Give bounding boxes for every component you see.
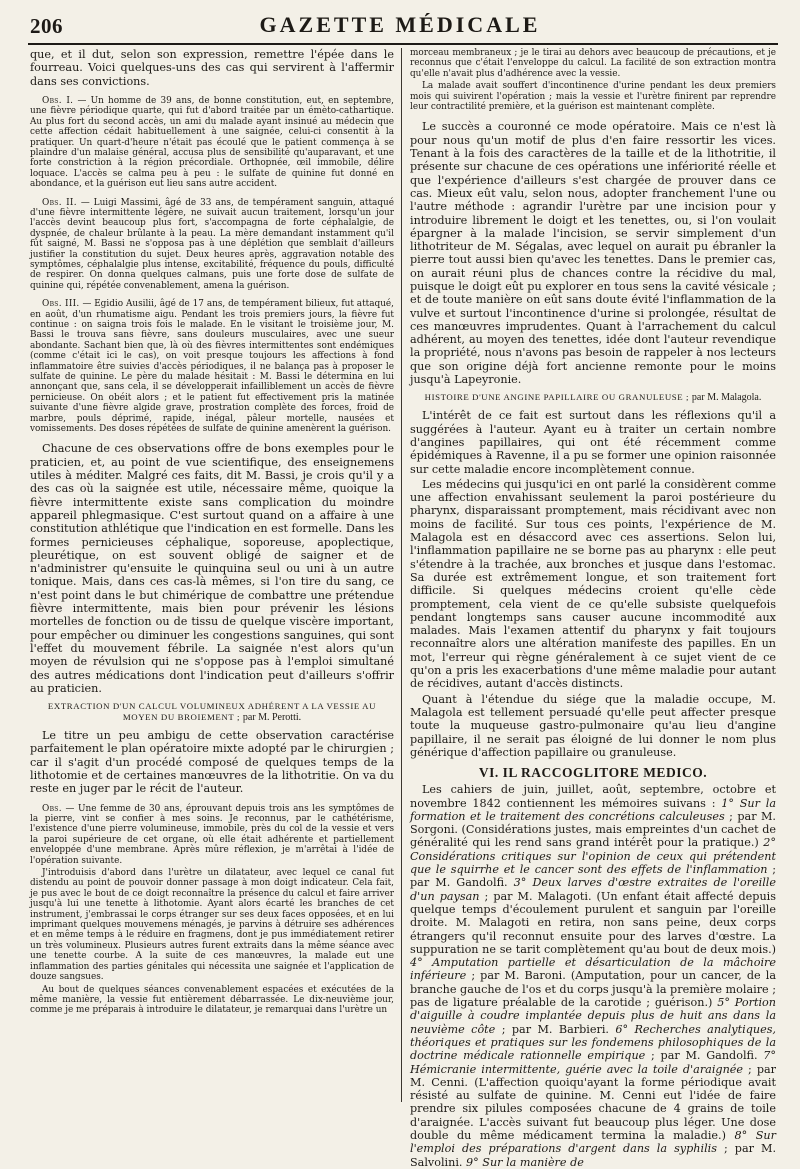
incontinence-paragraph: La malade avait souffert d'incontinence d'urine pendant les deux premiers mois qui suivirent l'opération ; mais la vessie et l'urètre finirent par reprendre leur contractilité première, et la guérison est maintenant complète. bbox=[410, 81, 776, 113]
seances-paragraph: Au bout de quelques séances convenablement espacées et exécutées de la même manière, la vessie fut entièrement débarrassée. Le dix-neuvième jour, comme je me préparais à introduire le dilatateur, je remarquai dans l'urètre un bbox=[30, 984, 394, 1016]
article-title-angine bbox=[410, 392, 776, 403]
observation-label: Obs. II. bbox=[42, 197, 77, 208]
text-run: ; par M. Barbieri. bbox=[495, 1022, 616, 1036]
text-run: Les cahiers de juin, juillet, août, septembre, octobre et novembre 1842 contiennent les mémoires suivans : bbox=[410, 783, 776, 810]
article-title-text: EXTRACTION D'UN CALCUL VOLUMINEUX ADHÉRENT A LA VESSIE AU MOYEN DU BROIEMENT ; bbox=[47, 701, 377, 723]
running-title: GAZETTE MÉDICALE bbox=[259, 12, 541, 37]
raccoglitore-paragraph bbox=[410, 783, 776, 1169]
observation-label: Obs. bbox=[42, 803, 62, 814]
angine-paragraph-1: L'intérêt de ce fait est surtout dans les réflexions qu'il a suggérées à l'auteur. Ayant eu à traiter un certain nombre d'angines papillaires, qui ont été récemment comme épidémiques à Ravenne, il a pu se former une opinion raisonnée sur cette maladie encore incomplètement connue. bbox=[410, 409, 776, 476]
article-title-extraction bbox=[30, 701, 394, 723]
article-author: par M. Perotti. bbox=[242, 712, 302, 724]
commentary-paragraph: Chacune de ces observations offre de bons exemples pour le praticien, et, au point de vue scientifique, des enseignemens utiles à méditer. Malgré ces faits, dit M. Bassi, je crois qu'il y a des cas où la saignée est utile, nécessaire même, quoique la fièvre intermittente existe sans complication du moindre appareil phlegmasique. C'est surtout quand on a affaire à une constitution athlétique que l'indication en est formelle. Dans les formes pernicieuses céphalique, soporeuse, apoplectique, pleurétique, on est souvent obligé de saigner et de n'administrer qu'ensuite le quinquina seul ou uni à un autre tonique. Mais, dans ces cas-là mêmes, si l'on tire du sang, ce n'est point dans le but chimérique de combattre une prétendue fièvre intermittente, mais bien pour prévenir les lésions mortelles de fonction ou de tissu de quelque viscère important, pour empêcher ou diminuer les congestions sanguines, qui sont l'effet du mouvement fébrile. La saignée n'est alors qu'un moyen de révulsion qui ne s'oppose pas à l'emploi simultané des autres médications dont l'indication peut d'ailleurs s'offrir au praticien. bbox=[30, 442, 394, 695]
extraction-intro: Le titre un peu ambigu de cette observation caractérise parfaitement le plan opératoire mixte adopté par le chirurgien ; car il s'agit d'un procédé composé de quelques temps de la lithotomie et de certaines manœuvres de la lithotritie. On va du reste en juger par le récit de l'auteur. bbox=[30, 729, 394, 796]
section-heading: VI. IL RACCOGLITORE MEDICO. bbox=[478, 765, 708, 781]
observation-label: Obs. I. bbox=[42, 95, 74, 106]
observation-1 bbox=[30, 96, 394, 190]
angine-paragraph-2: Les médecins qui jusqu'ici en ont parlé la considèrent comme une affection envahissant seulement la paroi postérieure du pharynx, disparaissant promptement, mais récidivant avec non moins de facilité. Sur tous ces points, l'expérience de M. Malagola est en désaccord avec ces assertions. Selon lui, l'inflammation papillaire ne se borne pas au pharynx : elle peut s'étendre à la trachée, aux bronches et jusque dans l'estomac. Sa durée est extrêmement longue, et son traitement fort difficile. Si quelques médecins croient qu'elle cède promptement, cela vient de ce qu'elle subsiste quelquefois pendant longtemps sans causer aucune incommodité aux malades. Mais l'examen attentif du pharynx y fait toujours reconnaître alors une altération manifeste des papilles. En un mot, l'erreur qui règne généralement à ce sujet vient de ce qu'on a pris les exacerbations d'une même maladie pour autant de récidives, autant d'accès distincts. bbox=[410, 477, 776, 691]
angine-paragraph-3: Quant à l'étendue du siége que la maladie occupe, M. Malagola est tellement persuadé qu'elle peut affecter presque toute la muqueuse gastro-pulmonaire qu'au lieu d'angine papillaire, il ne serait pas éloigné de lui donner le nom plus générique d'affection papillaire ou granuleuse. bbox=[410, 692, 776, 759]
intro-paragraph: que, et il dut, selon son expression, remettre l'épée dans le fourreau. Voici quelques-uns des cas qui servirent à l'affermir dans ses convictions. bbox=[30, 48, 394, 88]
text-run: ; par M. Salvolini. bbox=[410, 1142, 776, 1169]
observation-text: — Une femme de 30 ans, éprouvant depuis trois ans les symptômes de la pierre, vint se confier à mes soins. Je reconnus, par le cathétérisme, l'existence d'une pierre volumineuse, immobile, près du col de la vessie et vers la paroi supérieure de cet organe, où elle était adhérente et partiellement enveloppée d'une membrane. Après mûre réflexion, je m'arrêtai à l'idée de l'opération suivante. bbox=[30, 803, 394, 866]
column-divider bbox=[401, 48, 402, 1102]
article-author: par M. Malagola. bbox=[691, 392, 762, 404]
memoir-title: 5° Portion d'aiguille à coudre implantée depuis plus de huit ans dans la neuvième côte bbox=[410, 996, 776, 1036]
header-rule bbox=[28, 43, 778, 45]
text-run: ; par M. Gandolfi. bbox=[410, 863, 776, 890]
observation-3 bbox=[30, 299, 394, 434]
observation-text: — Un homme de 39 ans, de bonne constitution, eut, en septembre, une fièvre périodique quarte, qui fut d'abord traitée par un émèto-cathartique. Au plus fort du second accès, un ami du malade ayant insinué au médecin que cette affection cédait habituellement à une saignée, celui-ci consentit à la pratiquer. Un quart-d'heure n'était pas écoulé que le patient commença à se plaindre d'un malaise général, accusa plus de sensibilité qu'auparavant, et une forte constriction à la région précordiale. Orthopnée, œil immobile, délire loquace. L'accès se calma peu à peu : le sulfate de quinine fut donné en abondance, et la guérison eut lieu sans autre accident. bbox=[30, 95, 394, 190]
memoir-title: 7° Hémicranie intermittente, guérie avec la toile d'araignée bbox=[410, 1049, 777, 1076]
memoir-title: 9° Sur la manière de bbox=[466, 1155, 584, 1169]
text-run: ; par M. Gandolfi. bbox=[645, 1049, 764, 1063]
memoir-title: 2° Considérations critiques sur l'opinion de ceux qui prétendent que le squirrhe et le cancer sont des effets de l'inflammation bbox=[410, 836, 776, 877]
observation-label: Obs. III. bbox=[42, 299, 80, 310]
page-number: 206 bbox=[30, 14, 63, 38]
continuation-paragraph: morceau membraneux ; je le tirai au dehors avec beaucoup de précautions, et je reconnus que c'était l'enveloppe du calcul. La facilité de son extraction montra qu'elle n'avait plus d'adhérence avec la vessie. bbox=[410, 48, 776, 79]
text-run: ; par M. Cenni. (L'affection quoiqu'ayant la forme périodique avait résisté au sulfate de quinine. M. Cenni eut l'idée de faire prendre six pilules composées chacune de 4 grains de toile d'araignée. L'accès suivant fut beaucoup plus léger. Une dose double du même médicament termina la maladie.) bbox=[410, 1062, 777, 1143]
text-run: ; par M. Sorgoni. (Considérations justes, mais empreintes d'un cachet de généralité qui les rend sans grand intérêt pour la pratique.) bbox=[410, 809, 776, 850]
success-paragraph: Le succès a couronné ce mode opératoire. Mais ce n'est là pour nous qu'un motif de plus d'en faire ressortir les vices. Tenant à la fois des caractères de la taille et de la lithotritie, il présente sur chacune de ces opérations une infériorité réelle et que l'expérience d'ailleurs s'est chargée de prouver dans ce cas. Mieux eût valu, selon nous, adopter franchement l'une ou l'autre méthode : agrandir l'urètre par une incision pour y introduire librement le doigt et les tenettes, ou, si l'on voulait épargner à la malade l'incision, se servir simplement d'un lithotriteur de M. Ségalas, avec lequel on aurait pu ébranler la pierre tout aussi bien qu'avec les tenettes. Dans le premier cas, on aurait réuni plus de chances contre la récidive du mal, puisque le doigt eût pu explorer en tous sens la cavité vésicale ; et de toute manière on eût sans doute évité l'inflammation de la vulve et surtout l'incontinence d'urine si prolongée, résultat de ces manœuvres imprudentes. Quant à l'arrachement du calcul adhérent, au moyen des tenettes, idée dont l'auteur revendique la propriété, nous n'avons pas besoin de rappeler à nos lecteurs que son origine déjà fort ancienne remonte pour le moins jusqu'à Lapeyronie. bbox=[410, 120, 776, 387]
observation-calcul bbox=[30, 804, 394, 866]
memoir-title: 8° Sur l'emploi des préparations d'argent dans la syphilis bbox=[410, 1129, 776, 1156]
right-column bbox=[410, 48, 777, 1169]
memoir-title: 3° Deux larves d'œstre extraites de l'oreille d'un paysan bbox=[410, 876, 776, 903]
observation-text: — Egidio Ausilii, âgé de 17 ans, de tempérament bilieux, fut attaqué, en août, d'un rhumatisme aigu. Pendant les trois premiers jours, la fièvre fut continue : on saigna trois fois le malade. En le visitant le troisième jour, M. Bassi le trouva sans fièvre, sans douleurs musculaires, avec une sueur abondante. Sachant bien que, là où des fièvres intermittentes sont endémiques (comme c'était ici le cas), on voit presque toujours les affections à fond inflammatoire être suivies d'accès périodiques, il ne balança pas à proposer le sulfate de quinine. Le père du malade hésitait : M. Bassi le détermina en lui annonçant que, sans cela, il se développerait infailliblement un accès de fièvre pernicieuse. On obéit alors ; et le patient fut effectivement pris la matinée suivante d'une fièvre algide grave, prostration complète des forces, froid de marbre, pouls déprimé, rapide, inégal, pâleur mortelle, nausées et vomissements. Des doses répétées de sulfate de quinine amenèrent la guérison. bbox=[30, 299, 394, 435]
observation-text: — Luigi Massimi, âgé de 33 ans, de tempérament sanguin, attaqué d'une fièvre intermittente légère, ne suivait aucun traitement, lorsqu'un jour l'accès devint beaucoup plus fort, s'accompagna de forte céphalalgie, de dyspnée, de chaleur brûlante à la peau. La mère demandant instamment qu'il fût saigné, M. Bassi ne s'opposa pas à une déplétion que semblait d'ailleurs justifier la constitution du sujet. Deux heures après, aggravation notable des symptômes, céphalalgie plus intense, excitabilité, fréquence du pouls, difficulté de respirer. On donna quelques calmans, puis une forte dose de sulfate de quinine qui, répétée convenablement, amena la guérison. bbox=[30, 197, 394, 291]
article-title-text: HISTOIRE D'UNE ANGINE PAPILLAIRE OU GRANULEUSE ; bbox=[424, 392, 690, 403]
memoir-title: 6° Recherches analytiques, théoriques et pratiques sur les fondemens philosophiques de la doctrine médicale rationnelle empirique bbox=[410, 1022, 776, 1063]
observation-2 bbox=[30, 198, 394, 292]
memoir-title: 4° Amputation partielle et désarticulation de la mâchoire inférieure bbox=[410, 956, 776, 983]
memoir-title: 1° Sur la formation et le traitement des concrétions calculeuses bbox=[410, 796, 776, 823]
left-column bbox=[30, 48, 394, 1104]
dilatateur-paragraph: J'introduisis d'abord dans l'urètre un dilatateur, avec lequel ce canal fut distendu au point de pouvoir donner passage à mon doigt indicateur. Cela fait, je pus avec le bout de ce doigt reconnaître la présence du calcul et faire arriver jusqu'à lui une tenette à lithotomie. Ayant alors écarté les branches de cet instrument, j'embrassai le corps étranger sur ses deux faces opposées, et en lui imprimant quelques mouvemens ménagés, je parvins à détruire ses adhérences et en même temps à le réduire en fragmens, dont je pus immédiatement retirer un très volumineux. Plusieurs autres furent extraits dans la même séance avec une tenette courbe. A la suite de ces manœuvres, la malade eut une inflammation des parties génitales qui nécessita une saignée et l'application de douze sangsues. bbox=[30, 868, 394, 983]
text-run: ; par M. Baroni. (Amputation, pour un cancer, de la branche gauche de l'os et du corps jusqu'à la première molaire ; pas de ligature préalable de la carotide ; guérison.) bbox=[410, 969, 776, 1010]
text-run: ; par M. Malagoti. (Un enfant était affecté depuis quelque temps d'écoulement purulent et sanguin par l'oreille droite. M. Malagoti en retira, non sans peine, deux corps étrangers qu'il reconnut ensuite pour des larves d'œstre. La suppuration ne se tarit complètement qu'au bout de deux mois.) bbox=[410, 889, 776, 956]
